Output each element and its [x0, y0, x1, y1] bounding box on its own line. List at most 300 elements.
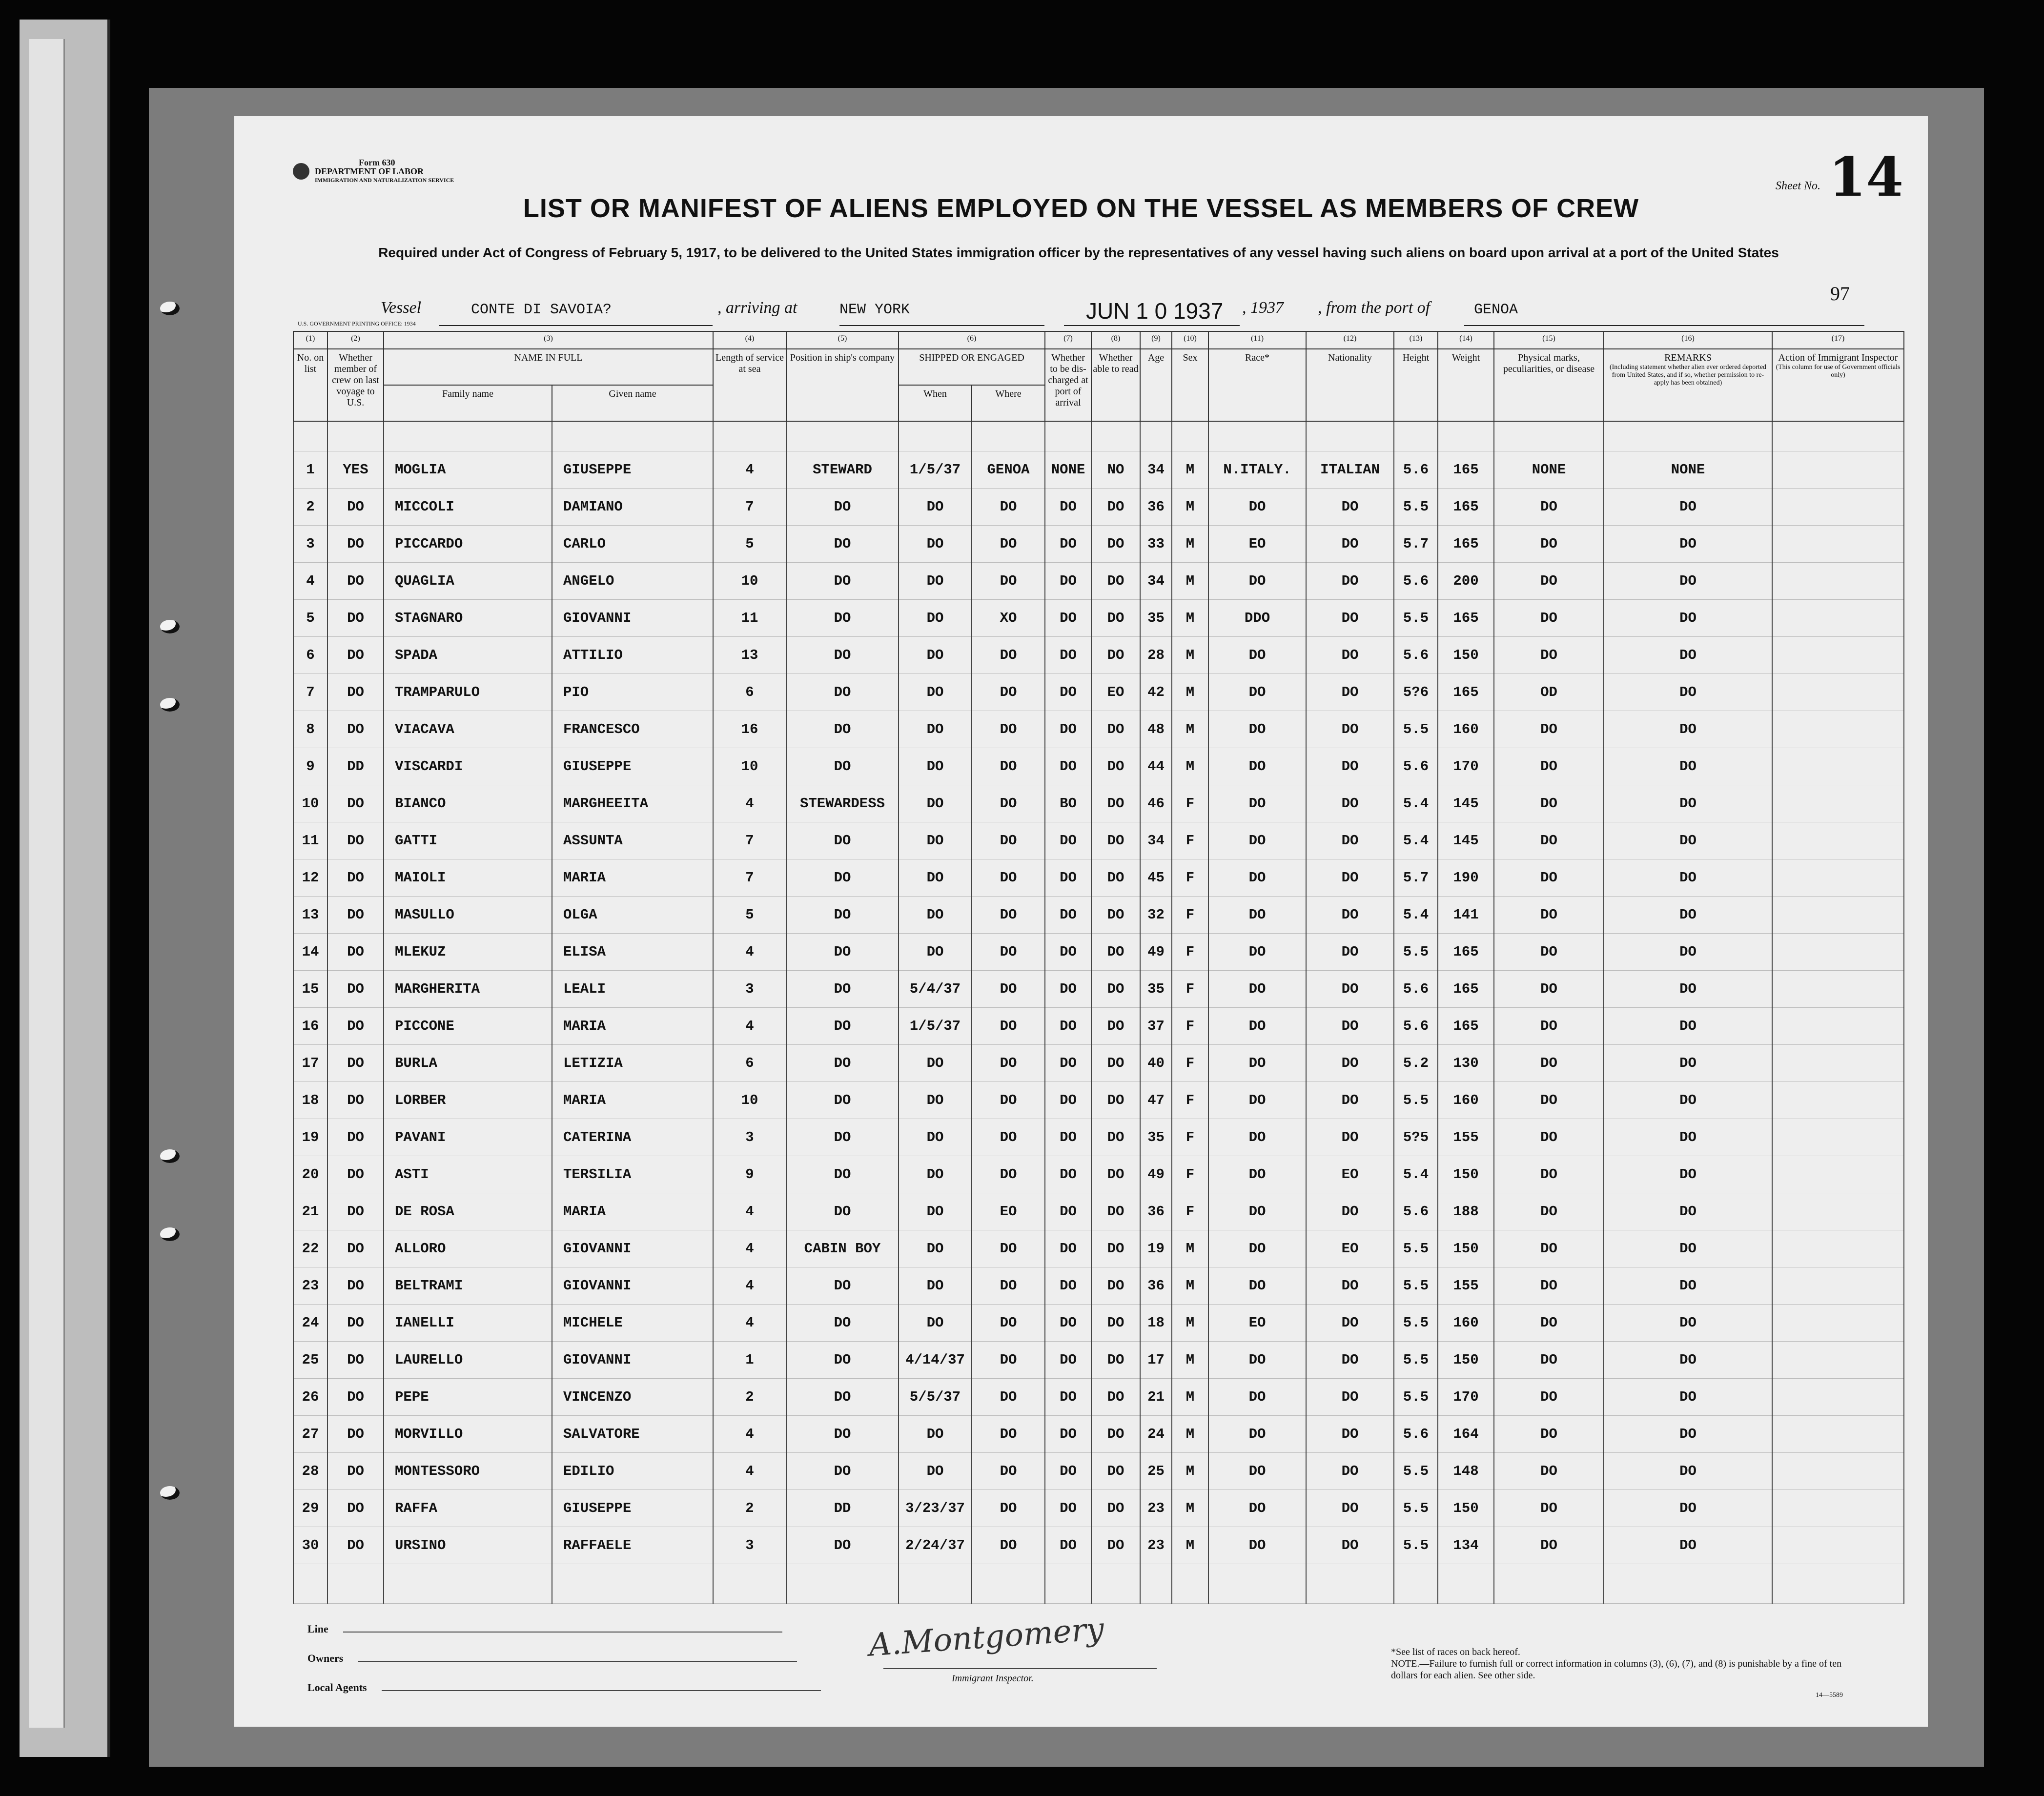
cell-given: MARGHEEITA	[552, 785, 713, 822]
cell-height: 5.4	[1394, 822, 1438, 859]
cell-read: NO	[1091, 451, 1140, 489]
cell-given: GIUSEPPE	[552, 451, 713, 489]
col-num-10: (10)	[1172, 331, 1208, 349]
cell-weight: 150	[1438, 1342, 1494, 1379]
cell-nationality: DO	[1306, 1379, 1394, 1416]
cell-when: DO	[899, 1305, 972, 1342]
cell-discharged: DO	[1045, 1008, 1091, 1045]
cell-where: DO	[972, 711, 1045, 748]
cell-physical: DO	[1494, 1416, 1604, 1453]
cell-discharged: DO	[1045, 711, 1091, 748]
cell-where: DO	[972, 897, 1045, 934]
cell-given: CARLO	[552, 526, 713, 563]
cell-height: 5.4	[1394, 785, 1438, 822]
table-row	[293, 748, 1904, 785]
cell-nationality: DO	[1306, 748, 1394, 785]
cell-where: DO	[972, 1490, 1045, 1527]
cell-where: DO	[972, 1416, 1045, 1453]
cell-given: PIO	[552, 674, 713, 711]
cell-where: DO	[972, 1119, 1045, 1156]
cell-family: VIACAVA	[384, 711, 552, 748]
cell-given: MARIA	[552, 1193, 713, 1230]
cell-height: 5.2	[1394, 1045, 1438, 1082]
cell-weight: 165	[1438, 674, 1494, 711]
cell-crew: DO	[327, 1045, 384, 1082]
cell-family: PICCONE	[384, 1008, 552, 1045]
cell-given: ASSUNTA	[552, 822, 713, 859]
cell-when: DO	[899, 1082, 972, 1119]
cell-physical: DO	[1494, 1193, 1604, 1230]
cell-physical: DO	[1494, 1082, 1604, 1119]
action-title: Action of Immigrant Inspector	[1778, 352, 1898, 363]
cell-read: DO	[1091, 1305, 1140, 1342]
cell-position: DO	[786, 1082, 899, 1119]
cell-where: EO	[972, 1193, 1045, 1230]
table-row	[293, 563, 1904, 600]
agents-field	[307, 1673, 821, 1702]
cell-nationality: DO	[1306, 1527, 1394, 1564]
form-header	[315, 158, 454, 184]
cell-weight: 150	[1438, 637, 1494, 674]
from-port-label: , from the port of	[1318, 299, 1431, 317]
cell-crew: DO	[327, 971, 384, 1008]
table-row	[293, 674, 1904, 711]
cell-nationality: DO	[1306, 563, 1394, 600]
cell-no: 5	[293, 600, 327, 637]
cell-no: 10	[293, 785, 327, 822]
cell-position: DO	[786, 1342, 899, 1379]
cell-crew: DO	[327, 1453, 384, 1490]
cell-physical: DO	[1494, 489, 1604, 526]
cell-race: DO	[1208, 934, 1306, 971]
cell-nationality: DO	[1306, 526, 1394, 563]
cell-crew: DO	[327, 563, 384, 600]
cell-when: 5/4/37	[899, 971, 972, 1008]
cell-nationality: DO	[1306, 1045, 1394, 1082]
cell-where: DO	[972, 1156, 1045, 1193]
cell-discharged: DO	[1045, 637, 1091, 674]
cell-physical: DO	[1494, 711, 1604, 748]
cell-race: N.ITALY.	[1208, 451, 1306, 489]
cell-remarks: DO	[1604, 822, 1772, 859]
cell-crew: DO	[327, 674, 384, 711]
cell-service: 10	[713, 748, 786, 785]
table-row	[293, 1008, 1904, 1045]
cell-sex: M	[1172, 1342, 1208, 1379]
cell-position: DO	[786, 822, 899, 859]
cell-family: STAGNARO	[384, 600, 552, 637]
cell-position: CABIN BOY	[786, 1230, 899, 1267]
cell-discharged: DO	[1045, 971, 1091, 1008]
table-row	[293, 1230, 1904, 1267]
cell-family: MONTESSORO	[384, 1453, 552, 1490]
cell-family: LORBER	[384, 1082, 552, 1119]
cell-family: MAIOLI	[384, 859, 552, 897]
cell-service: 10	[713, 563, 786, 600]
cell-service: 5	[713, 526, 786, 563]
cell-read: DO	[1091, 1008, 1140, 1045]
cell-sex: M	[1172, 1379, 1208, 1416]
cell-where: DO	[972, 971, 1045, 1008]
cell-position: DO	[786, 1119, 899, 1156]
cell-discharged: DO	[1045, 1305, 1091, 1342]
cell-discharged: DO	[1045, 897, 1091, 934]
footer-labels	[307, 1614, 821, 1702]
cell-position: DO	[786, 563, 899, 600]
cell-race: DO	[1208, 897, 1306, 934]
cell-physical: DO	[1494, 1156, 1604, 1193]
cell-crew: DO	[327, 785, 384, 822]
form-number: Form 630	[359, 158, 395, 167]
cell-nationality: DO	[1306, 971, 1394, 1008]
cell-nationality: DO	[1306, 1193, 1394, 1230]
cell-service: 7	[713, 859, 786, 897]
cell-no: 7	[293, 674, 327, 711]
cell-height: 5.5	[1394, 1379, 1438, 1416]
cell-position: DO	[786, 1008, 899, 1045]
cell-age: 45	[1140, 859, 1172, 897]
cell-crew: DO	[327, 1082, 384, 1119]
cell-race: DO	[1208, 1193, 1306, 1230]
cell-where: DO	[972, 637, 1045, 674]
cell-given: GIOVANNI	[552, 1342, 713, 1379]
header-name-in-full: NAME IN FULL	[384, 349, 713, 385]
cell-position: DO	[786, 1267, 899, 1305]
cell-physical: DO	[1494, 600, 1604, 637]
cell-given: MARIA	[552, 859, 713, 897]
footer-note	[1391, 1646, 1860, 1681]
header-sex: Sex	[1172, 349, 1208, 421]
cell-position: DO	[786, 1453, 899, 1490]
header-length-service: Length of service at sea	[713, 349, 786, 421]
table-row	[293, 1342, 1904, 1379]
header-when: When	[899, 385, 972, 421]
cell-action	[1772, 1527, 1904, 1564]
cell-position: DO	[786, 526, 899, 563]
cell-given: VINCENZO	[552, 1379, 713, 1416]
cell-nationality: DO	[1306, 859, 1394, 897]
cell-nationality: DO	[1306, 1490, 1394, 1527]
cell-no: 26	[293, 1379, 327, 1416]
cell-weight: 150	[1438, 1230, 1494, 1267]
cell-no: 16	[293, 1008, 327, 1045]
cell-family: QUAGLIA	[384, 563, 552, 600]
cell-nationality: EO	[1306, 1230, 1394, 1267]
cell-service: 3	[713, 1119, 786, 1156]
cell-sex: F	[1172, 1193, 1208, 1230]
cell-where: DO	[972, 1342, 1045, 1379]
cell-family: VISCARDI	[384, 748, 552, 785]
cell-action	[1772, 1305, 1904, 1342]
cell-height: 5.5	[1394, 711, 1438, 748]
cell-family: BIANCO	[384, 785, 552, 822]
cell-given: GIOVANNI	[552, 600, 713, 637]
cell-race: DO	[1208, 563, 1306, 600]
cell-where: DO	[972, 1305, 1045, 1342]
printer-line: U.S. GOVERNMENT PRINTING OFFICE: 1934	[298, 320, 416, 327]
cell-position: DO	[786, 674, 899, 711]
cell-action	[1772, 1193, 1904, 1230]
cell-sex: M	[1172, 489, 1208, 526]
line-label: Line	[307, 1623, 328, 1635]
cell-position: DO	[786, 1416, 899, 1453]
cell-height: 5.5	[1394, 1305, 1438, 1342]
cell-sex: F	[1172, 822, 1208, 859]
cell-sex: F	[1172, 1119, 1208, 1156]
cell-crew: DO	[327, 1416, 384, 1453]
cell-age: 24	[1140, 1416, 1172, 1453]
cell-position: DO	[786, 1045, 899, 1082]
cell-sex: M	[1172, 1305, 1208, 1342]
cell-when: DO	[899, 934, 972, 971]
cell-sex: M	[1172, 637, 1208, 674]
cell-service: 1	[713, 1342, 786, 1379]
cell-no: 29	[293, 1490, 327, 1527]
cell-weight: 150	[1438, 1156, 1494, 1193]
cell-nationality: EO	[1306, 1156, 1394, 1193]
cell-weight: 160	[1438, 1305, 1494, 1342]
cell-physical: DO	[1494, 748, 1604, 785]
cell-crew: DO	[327, 600, 384, 637]
cell-sex: M	[1172, 674, 1208, 711]
cell-weight: 160	[1438, 711, 1494, 748]
cell-sex: F	[1172, 897, 1208, 934]
cell-when: 5/5/37	[899, 1379, 972, 1416]
cell-given: RAFFAELE	[552, 1527, 713, 1564]
cell-discharged: DO	[1045, 934, 1091, 971]
table-row	[293, 897, 1904, 934]
header-physical-marks: Physical marks, peculiarities, or disease	[1494, 349, 1604, 421]
cell-physical: DO	[1494, 785, 1604, 822]
header-race: Race*	[1208, 349, 1306, 421]
cell-position: STEWARD	[786, 451, 899, 489]
cell-given: OLGA	[552, 897, 713, 934]
cell-height: 5.5	[1394, 934, 1438, 971]
vessel-label: Vessel	[381, 299, 422, 317]
cell-position: DD	[786, 1490, 899, 1527]
cell-no: 13	[293, 897, 327, 934]
cell-read: DO	[1091, 748, 1140, 785]
cell-discharged: DO	[1045, 1527, 1091, 1564]
cell-service: 2	[713, 1490, 786, 1527]
cell-age: 49	[1140, 934, 1172, 971]
cell-where: DO	[972, 1527, 1045, 1564]
table-row	[293, 1305, 1904, 1342]
cell-service: 4	[713, 451, 786, 489]
cell-service: 7	[713, 489, 786, 526]
cell-service: 11	[713, 600, 786, 637]
cell-given: GIOVANNI	[552, 1230, 713, 1267]
cell-no: 3	[293, 526, 327, 563]
cell-when: DO	[899, 785, 972, 822]
cell-where: DO	[972, 934, 1045, 971]
cell-remarks: DO	[1604, 1267, 1772, 1305]
line-field	[307, 1614, 821, 1644]
cell-height: 5.6	[1394, 971, 1438, 1008]
cell-weight: 165	[1438, 451, 1494, 489]
table-row	[293, 489, 1904, 526]
col-num-17: (17)	[1772, 331, 1904, 349]
cell-no: 24	[293, 1305, 327, 1342]
cell-no: 12	[293, 859, 327, 897]
cell-when: DO	[899, 1230, 972, 1267]
cell-no: 15	[293, 971, 327, 1008]
cell-remarks: DO	[1604, 674, 1772, 711]
cell-when: 1/5/37	[899, 451, 972, 489]
cell-given: MARIA	[552, 1082, 713, 1119]
cell-no: 18	[293, 1082, 327, 1119]
spacer-row	[293, 421, 1904, 451]
cell-physical: DO	[1494, 1453, 1604, 1490]
cell-age: 42	[1140, 674, 1172, 711]
cell-race: DO	[1208, 822, 1306, 859]
cell-height: 5.6	[1394, 451, 1438, 489]
cell-physical: DO	[1494, 637, 1604, 674]
cell-discharged: DO	[1045, 1453, 1091, 1490]
cell-crew: DO	[327, 526, 384, 563]
cell-age: 47	[1140, 1082, 1172, 1119]
cell-nationality: DO	[1306, 489, 1394, 526]
cell-read: DO	[1091, 1119, 1140, 1156]
cell-race: EO	[1208, 1305, 1306, 1342]
cell-where: DO	[972, 748, 1045, 785]
cell-action	[1772, 489, 1904, 526]
header-discharged: Whether to be dis-charged at port of arrival	[1045, 349, 1091, 421]
cell-read: DO	[1091, 1453, 1140, 1490]
header-age: Age	[1140, 349, 1172, 421]
cell-race: DO	[1208, 748, 1306, 785]
cell-when: DO	[899, 711, 972, 748]
cell-discharged: DO	[1045, 822, 1091, 859]
cell-family: MLEKUZ	[384, 934, 552, 971]
cell-remarks: DO	[1604, 1527, 1772, 1564]
cell-age: 35	[1140, 600, 1172, 637]
cell-crew: DO	[327, 1230, 384, 1267]
cell-when: DO	[899, 637, 972, 674]
cell-sex: M	[1172, 600, 1208, 637]
cell-discharged: DO	[1045, 526, 1091, 563]
cell-physical: DO	[1494, 897, 1604, 934]
cell-height: 5.5	[1394, 1267, 1438, 1305]
cell-position: DO	[786, 934, 899, 971]
cell-weight: 145	[1438, 785, 1494, 822]
cell-family: PAVANI	[384, 1119, 552, 1156]
cell-crew: DO	[327, 1305, 384, 1342]
cell-given: GIUSEPPE	[552, 1490, 713, 1527]
cell-sex: M	[1172, 1453, 1208, 1490]
cell-family: DE ROSA	[384, 1193, 552, 1230]
cell-height: 5.5	[1394, 1527, 1438, 1564]
cell-no: 4	[293, 563, 327, 600]
page-subtitle: Required under Act of Congress of February 5, 1917, to be delivered to the United States immigration officer by the representatives of any vessel having such aliens on board upon arrival at a port of the United States	[378, 245, 1779, 260]
cell-family: ASTI	[384, 1156, 552, 1193]
cell-crew: DO	[327, 1527, 384, 1564]
year-label: , 1937	[1242, 299, 1284, 317]
cell-weight: 134	[1438, 1527, 1494, 1564]
col-num-6: (6)	[899, 331, 1045, 349]
cell-family: BELTRAMI	[384, 1267, 552, 1305]
table-row	[293, 1527, 1904, 1564]
cell-family: MOGLIA	[384, 451, 552, 489]
cell-crew: DO	[327, 934, 384, 971]
cell-weight: 130	[1438, 1045, 1494, 1082]
cell-weight: 148	[1438, 1453, 1494, 1490]
header-row-1	[293, 349, 1904, 385]
cell-given: FRANCESCO	[552, 711, 713, 748]
cell-no: 9	[293, 748, 327, 785]
cell-family: PEPE	[384, 1379, 552, 1416]
header-nationality: Nationality	[1306, 349, 1394, 421]
cell-family: RAFFA	[384, 1490, 552, 1527]
service-name: IMMIGRATION AND NATURALIZATION SERVICE	[315, 177, 454, 184]
table-row	[293, 1119, 1904, 1156]
table-row	[293, 637, 1904, 674]
cell-physical: DO	[1494, 971, 1604, 1008]
cell-family: PICCARDO	[384, 526, 552, 563]
cell-age: 46	[1140, 785, 1172, 822]
cell-no: 1	[293, 451, 327, 489]
cell-crew: DO	[327, 637, 384, 674]
cell-discharged: DO	[1045, 1156, 1091, 1193]
cell-discharged: DO	[1045, 674, 1091, 711]
cell-sex: M	[1172, 1490, 1208, 1527]
cell-sex: M	[1172, 1230, 1208, 1267]
cell-position: DO	[786, 1193, 899, 1230]
cell-remarks: DO	[1604, 1379, 1772, 1416]
cell-read: DO	[1091, 822, 1140, 859]
col-num-11: (11)	[1208, 331, 1306, 349]
cell-when: DO	[899, 1416, 972, 1453]
cell-given: CATERINA	[552, 1119, 713, 1156]
cell-read: DO	[1091, 1379, 1140, 1416]
cell-service: 6	[713, 674, 786, 711]
cell-service: 3	[713, 1527, 786, 1564]
cell-action	[1772, 637, 1904, 674]
cell-service: 5	[713, 897, 786, 934]
cell-when: DO	[899, 1453, 972, 1490]
cell-age: 25	[1140, 1453, 1172, 1490]
cell-height: 5.5	[1394, 1453, 1438, 1490]
cell-nationality: DO	[1306, 1119, 1394, 1156]
cell-no: 20	[293, 1156, 327, 1193]
cell-service: 4	[713, 1453, 786, 1490]
department-seal-icon	[293, 163, 309, 180]
cell-nationality: DO	[1306, 637, 1394, 674]
cell-action	[1772, 600, 1904, 637]
cell-where: DO	[972, 1230, 1045, 1267]
cell-sex: F	[1172, 1045, 1208, 1082]
cell-when: DO	[899, 600, 972, 637]
cell-where: DO	[972, 674, 1045, 711]
cell-discharged: DO	[1045, 1379, 1091, 1416]
cell-race: DO	[1208, 1453, 1306, 1490]
col-num-4: (4)	[713, 331, 786, 349]
cell-nationality: DO	[1306, 674, 1394, 711]
cell-position: DO	[786, 859, 899, 897]
cell-age: 44	[1140, 748, 1172, 785]
cell-nationality: DO	[1306, 1305, 1394, 1342]
header-no-on-list: No. on list	[293, 349, 327, 421]
cell-remarks: DO	[1604, 1342, 1772, 1379]
table-row	[293, 971, 1904, 1008]
cell-nationality: DO	[1306, 1082, 1394, 1119]
manifest-page	[234, 116, 1928, 1727]
cell-weight: 155	[1438, 1267, 1494, 1305]
cell-race: EO	[1208, 526, 1306, 563]
cell-given: DAMIANO	[552, 489, 713, 526]
cell-when: DO	[899, 897, 972, 934]
note-races: *See list of races on back hereof.	[1391, 1647, 1520, 1657]
